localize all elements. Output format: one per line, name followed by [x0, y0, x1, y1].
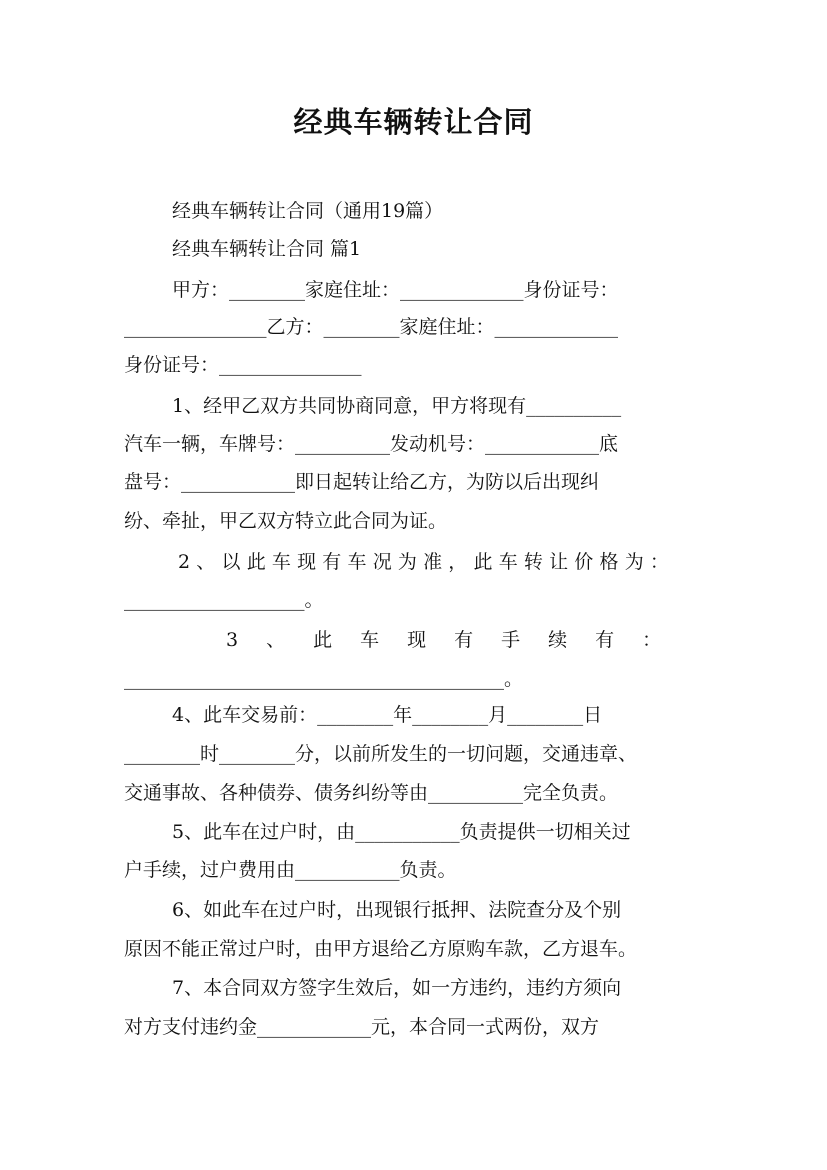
id-number-line: 身份证号：_______________	[124, 354, 362, 376]
clause-7-line-1: 7、本合同双方签字生效后，如一方违约，违约方须向	[172, 977, 622, 999]
clause-5-line-2: 户手续，过户费用由___________负责。	[124, 859, 457, 881]
clause-3-line-2: ________________________________________。	[124, 668, 524, 690]
document-title: 经典车辆转让合同	[293, 105, 534, 139]
clause-6-line-1: 6、如此车在过户时，出现银行抵押、法院查分及个别	[172, 899, 622, 921]
clause-6-line-2: 原因不能正常过户时，由甲方退给乙方原购车款，乙方退车。	[124, 938, 638, 960]
party-a-line: 甲方：________家庭住址：_____________身份证号：	[172, 279, 619, 301]
clause-2-line-2: ___________________。	[124, 589, 324, 611]
subtitle-chapter: 经典车辆转让合同 篇1	[172, 238, 362, 260]
clause-4-line-1: 4、此车交易前：________年________月________日	[172, 704, 603, 726]
clause-1-line-4: 纷、牵扯，甲乙双方特立此合同为证。	[124, 510, 448, 532]
clause-4-line-2: ________时________分，以前所发生的一切问题，交通违章、	[124, 743, 638, 765]
clause-1-line-3: 盘号：____________即日起转让给乙方，为防以后出现纠	[124, 471, 600, 493]
party-b-line: _______________乙方：________家庭住址：_____________	[124, 316, 619, 338]
clause-5-line-1: 5、此车在过户时，由___________负责提供一切相关过	[172, 821, 631, 843]
clause-1-line-2: 汽车一辆，车牌号：__________发动机号：____________底	[124, 433, 619, 455]
clause-1-line-1: 1、经甲乙双方共同协商同意，甲方将现有__________	[172, 395, 622, 417]
subtitle-collection: 经典车辆转让合同（通用19篇）	[172, 200, 444, 222]
clause-7-line-2: 对方支付违约金____________元，本合同一式两份，双方	[124, 1016, 600, 1038]
clause-4-line-3: 交通事故、各种债券、债务纠纷等由__________完全负责。	[124, 782, 619, 804]
clause-2-line-1: 2、以此车现有车况为准，此车转让价格为：	[178, 551, 676, 573]
clause-3-line-1: 3、此车现有手续有：	[226, 629, 690, 651]
